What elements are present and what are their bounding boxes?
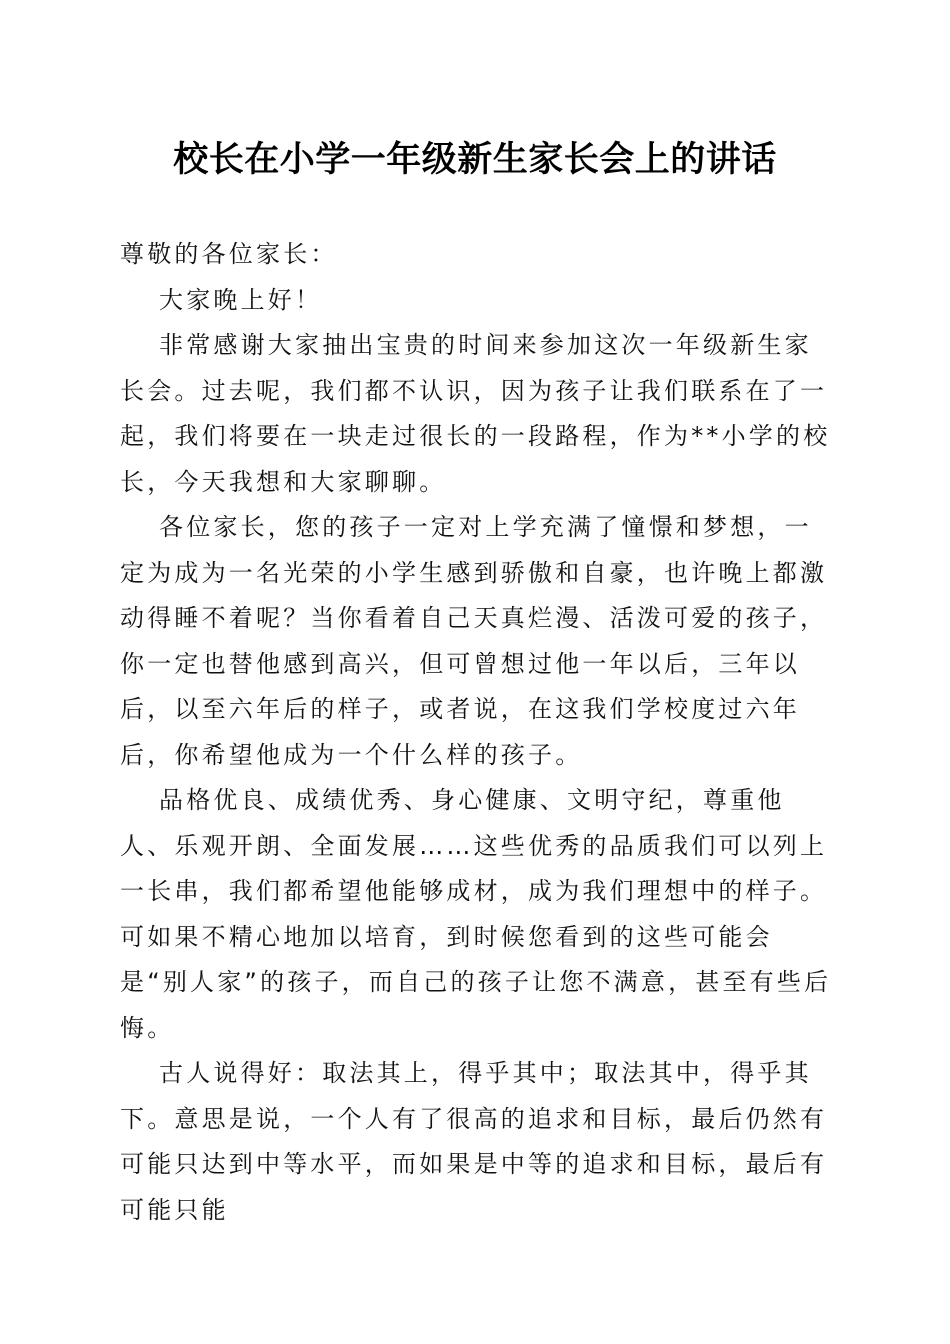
paragraph-thanks: 非常感谢大家抽出宝贵的时间来参加这次一年级新生家长会。过去呢，我们都不认识，因为孩子让我们联系在了一起，我们将要在一块走过很长的一段路程，作为**小学的校长，今天我想和大家聊聊。 <box>120 331 831 496</box>
document-body <box>120 232 836 1233</box>
paragraph-child-expectations: 各位家长，您的孩子一定对上学充满了憧憬和梦想，一定为成为一名光荣的小学生感到骄傲和自豪，也许晚上都激动得睡不着呢？当你看着自己天真烂漫、活泼可爱的孩子，你一定也替他感到高兴，但可曾想过他一年以后，三年以后，以至六年后的样子，或者说，在这我们学校度过六年后，你希望他成为一个什么样的孩子。 <box>120 513 828 769</box>
paragraph-greeting: 大家晚上好！ <box>159 285 323 314</box>
document-title: 校长在小学一年级新生家长会上的讲话 <box>173 139 777 180</box>
salutation: 尊敬的各位家长： <box>120 240 338 268</box>
paragraph-ancient-saying: 古人说得好：取法其上，得乎其中；取法其中，得乎其下。意思是说，一个人有了很高的追求和目标，最后仍然有可能只达到中等水平，而如果是中等的追求和目标，最后有可能只能 <box>120 1059 828 1224</box>
paragraph-qualities: 品格优良、成绩优秀、身心健康、文明守纪，尊重他人、乐观开朗、全面发展……这些优秀的品质我们可以列上一长串，我们都希望他能够成材，成为我们理想中的样子。可如果不精心地加以培育，到时候您看到的这些可能会是“别人家”的孩子，而自己的孩子让您不满意，甚至有些后悔。 <box>120 786 832 1042</box>
